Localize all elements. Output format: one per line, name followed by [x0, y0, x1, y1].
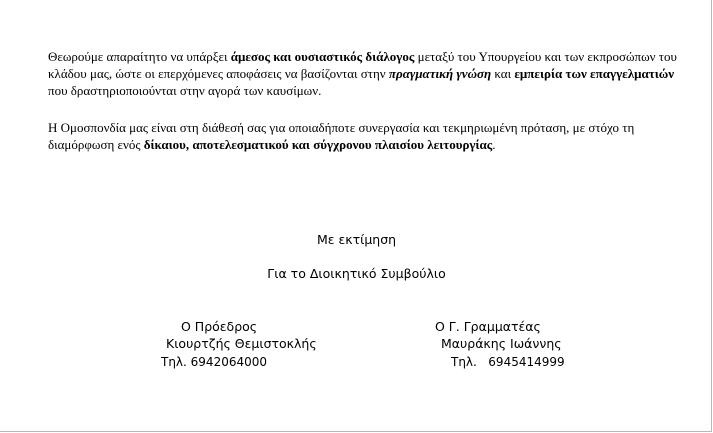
paragraph-text: μεταξύ του Υπουργείου και των εκπροσώπων του κλάδου μας, ώστε οι επερχόμενες αποφάσεις να βασίζονται στην	[48, 49, 677, 81]
bold-italic-phrase: πραγματική γνώση	[388, 66, 492, 81]
bold-phrase	[389, 66, 491, 81]
secretary-name: Μαυράκης Ιωάννης	[441, 336, 562, 351]
secretary-role: Ο Γ. Γραμματέας	[435, 319, 541, 334]
bold-phrase: άμεσος και ουσιαστικός διάλογος	[230, 49, 415, 64]
paragraph-text: Θεωρούμε απαραίτητο να υπάρξει	[48, 49, 231, 64]
paragraph-text: Η Ομοσπονδία μας είναι στη διάθεσή σας για οποιαδήποτε συνεργασία και τεκμηριωμένη πρόταση, με στόχο τη διαμόρφωση ενός	[48, 120, 635, 152]
paragraph-text: .	[492, 137, 496, 152]
president-name: Κιουρτζής Θεμιστοκλής	[166, 336, 317, 351]
closing-board: Για το Διοικητικό Συμβούλιο	[267, 266, 446, 281]
bold-phrase: δίκαιου, αποτελεσματικού και σύγχρονου πλαισίου λειτουργίας	[143, 137, 493, 152]
president-phone: Τηλ. 6942064000	[161, 355, 268, 369]
bold-phrase: εμπειρία των επαγγελματιών	[514, 66, 675, 81]
paragraph-cooperation	[48, 119, 688, 153]
president-role: Ο Πρόεδρος	[181, 319, 258, 334]
paragraph-text: και	[491, 66, 515, 81]
paragraph-text: που δραστηριοποιούνται στην αγορά των καυσίμων.	[48, 83, 322, 98]
paragraph-dialogue	[48, 48, 688, 99]
secretary-phone: Τηλ. 6945414999	[451, 355, 565, 369]
closing-regards: Με εκτίμηση	[316, 232, 397, 247]
